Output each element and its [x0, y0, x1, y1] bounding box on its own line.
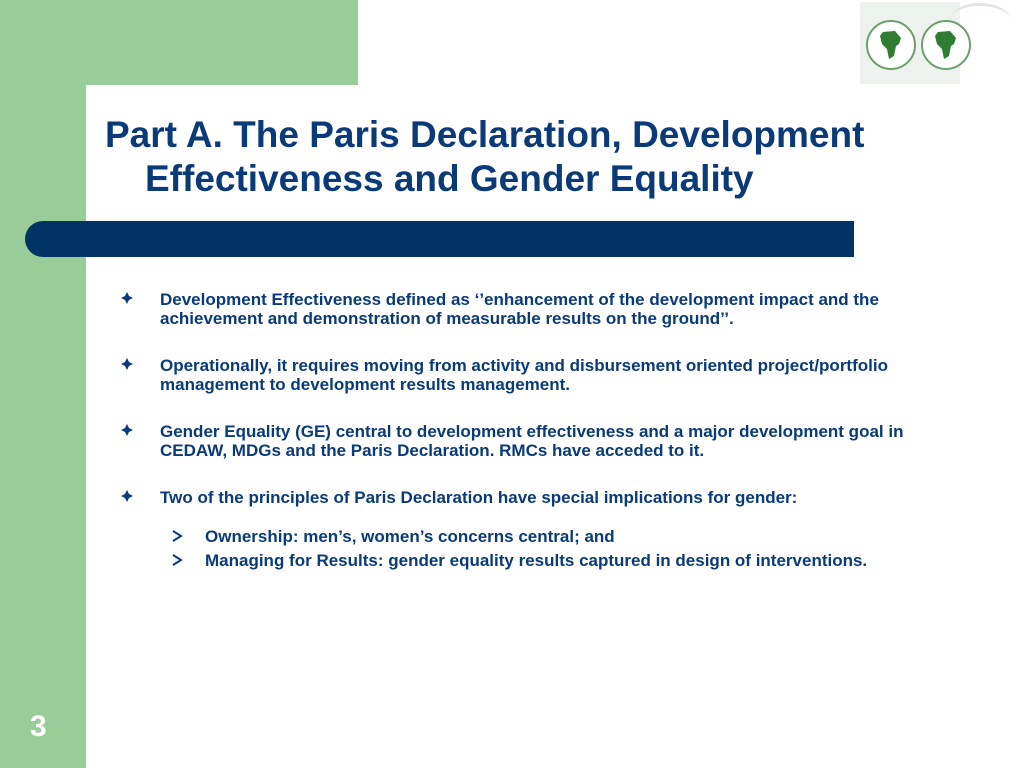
arrow-bullet-icon: [170, 553, 184, 567]
title-underline-bar-cap: [846, 221, 854, 257]
arrow-bullet-icon: [170, 529, 184, 543]
title-underline-bar: [25, 221, 852, 257]
diamond-bullet-icon: [120, 489, 134, 503]
bullet-item: [120, 356, 950, 394]
afdb-seal-logo-left: [866, 20, 916, 70]
bullet-item: [120, 488, 950, 507]
bullet-item: [120, 422, 950, 460]
slide-title-line-2: Effectiveness and Gender Equality: [145, 158, 754, 199]
page-number: 3: [30, 710, 47, 743]
diamond-bullet-icon: [120, 423, 134, 437]
sub-bullet-item: [120, 551, 950, 570]
afdb-seal-logo-right: [921, 20, 971, 70]
diamond-bullet-icon: [120, 357, 134, 371]
bullet-text: Operationally, it requires moving from activity and disbursement oriented project/portfolio management to development results management.: [160, 356, 888, 394]
bullet-text: Gender Equality (GE) central to development effectiveness and a major development goal in CEDAW, MDGs and the Paris Declaration. RMCs have acceded to it.: [160, 422, 904, 460]
left-green-band: [0, 0, 86, 768]
bullet-text: Development Effectiveness defined as ‘’enhancement of the development impact and the achievement and demonstration of measurable results on the ground’’.: [160, 290, 879, 328]
sub-bullet-item: [120, 527, 950, 546]
sub-bullet-text: Ownership: men’s, women’s concerns central; and: [205, 527, 615, 546]
slide-content: [120, 290, 950, 575]
slide-title-line-1: Part A. The Paris Declaration, Development: [105, 114, 865, 155]
slide-title: [105, 113, 985, 201]
sub-bullet-text: Managing for Results: gender equality results captured in design of interventions.: [205, 551, 868, 570]
diamond-bullet-icon: [120, 291, 134, 305]
bullet-item: [120, 290, 950, 328]
bullet-text: Two of the principles of Paris Declaration have special implications for gender:: [160, 488, 798, 507]
top-green-band: [0, 0, 358, 85]
